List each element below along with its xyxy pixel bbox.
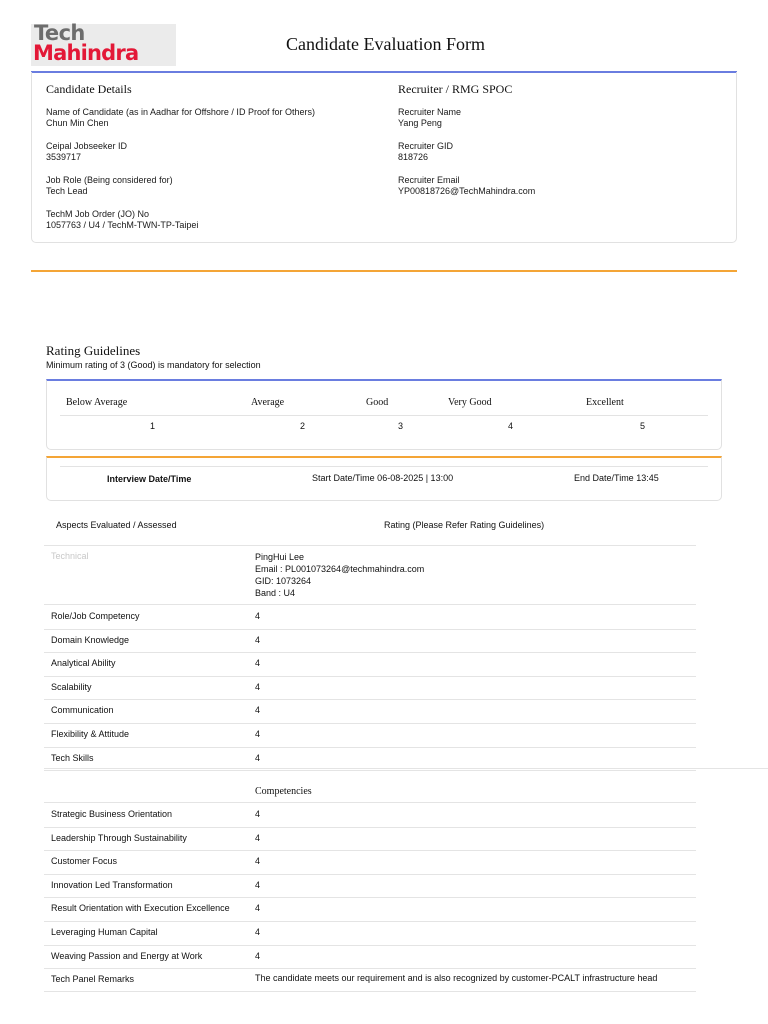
aspect-rating: 4 — [255, 903, 261, 914]
aspect-rating: 4 — [255, 611, 261, 621]
interview-divider — [60, 466, 708, 467]
candidate-name-label: Name of Candidate (as in Aadhar for Offshore / ID Proof for Others) — [46, 107, 315, 117]
row-divider — [44, 991, 696, 992]
ceipal-id-label: Ceipal Jobseeker ID — [46, 141, 128, 151]
aspect-label: Innovation Led Transformation — [51, 879, 173, 890]
aspect-rating: 4 — [255, 752, 261, 763]
aspect-label: Customer Focus — [51, 856, 118, 867]
aspect-rating: 4 — [255, 832, 261, 843]
aspect-rating: 4 — [255, 658, 261, 669]
rating-guidelines-title: Rating Guidelines — [46, 343, 141, 358]
panelist-gid: GID: 1073264 — [255, 576, 312, 586]
form-title: Candidate Evaluation Form — [286, 34, 485, 54]
job-order-label: TechM Job Order (JO) No — [46, 209, 150, 219]
candidate-name-value: Chun Min Chen — [46, 118, 109, 128]
row-divider — [44, 802, 696, 803]
rating-column-header: Rating (Please Refer Rating Guidelines) — [384, 520, 545, 530]
recruiter-gid-label: Recruiter GID — [398, 141, 454, 151]
rating-table-divider — [60, 415, 708, 416]
aspect-rating: 4 — [255, 634, 261, 645]
panelist-details — [255, 551, 424, 599]
row-divider — [44, 747, 696, 748]
aspect-rating: 4 — [255, 879, 261, 890]
aspect-label: Scalability — [51, 681, 92, 692]
job-role-label: Job Role (Being considered for) — [46, 175, 173, 185]
aspect-label: Leveraging Human Capital — [51, 927, 158, 937]
row-divider — [44, 850, 696, 851]
technical-section-label: Technical — [51, 551, 89, 561]
aspect-label: Domain Knowledge — [51, 634, 130, 645]
recruiter-email-label: Recruiter Email — [398, 175, 460, 185]
tech-panel-remarks-label: Tech Panel Remarks — [51, 974, 135, 984]
rating-label-excellent: Excellent — [586, 397, 624, 408]
panelist-email: Email : PL001073264@techmahindra.com — [255, 564, 425, 574]
row-divider — [44, 945, 696, 946]
rating-label-good: Good — [366, 397, 389, 408]
rating-value-average: 2 — [300, 421, 306, 431]
rating-value-good: 3 — [398, 421, 404, 431]
aspect-label: Analytical Ability — [51, 658, 116, 669]
interview-start: Start Date/Time 06-08-2025 | 13:00 — [312, 473, 454, 483]
job-order-value: 1057763 / U4 / TechM-TWN-TP-Taipei — [46, 220, 199, 230]
recruiter-gid-value: 818726 — [398, 152, 429, 162]
rating-label-average: Average — [251, 397, 285, 408]
row-divider — [44, 604, 696, 605]
ceipal-id-value: 3539717 — [46, 152, 82, 162]
aspect-rating: 4 — [255, 950, 261, 961]
aspect-rating: 4 — [255, 705, 261, 716]
logo-line-tech: Tech — [34, 21, 85, 45]
table-header-divider — [44, 545, 696, 546]
row-divider — [44, 652, 696, 653]
recruiter-name-label: Recruiter Name — [398, 107, 462, 117]
aspect-label: Weaving Passion and Energy at Work — [51, 950, 203, 961]
aspect-label: Role/Job Competency — [51, 611, 140, 621]
interview-datetime-label: Interview Date/Time — [107, 474, 192, 484]
rating-value-very-good: 4 — [508, 421, 514, 431]
rating-label-below-average: Below Average — [66, 397, 128, 408]
aspect-label: Result Orientation with Execution Excellence — [51, 903, 230, 914]
job-role-value: Tech Lead — [46, 186, 88, 196]
row-divider — [44, 768, 768, 769]
aspect-rating: 4 — [255, 681, 261, 692]
panelist-band: Band : U4 — [255, 588, 296, 598]
rating-label-very-good: Very Good — [448, 397, 492, 408]
row-divider — [44, 921, 696, 922]
aspect-label: Strategic Business Orientation — [51, 809, 173, 819]
rating-value-excellent: 5 — [640, 421, 646, 431]
tech-mahindra-logo — [31, 21, 176, 66]
competencies-heading: Competencies — [255, 786, 312, 797]
row-divider — [44, 968, 696, 969]
recruiter-name-value: Yang Peng — [398, 118, 442, 128]
aspects-column-header: Aspects Evaluated / Assessed — [56, 520, 177, 530]
recruiter-heading: Recruiter / RMG SPOC — [398, 82, 513, 96]
recruiter-email-value: YP00818726@TechMahindra.com — [398, 186, 536, 196]
row-divider — [44, 897, 696, 898]
row-divider — [44, 827, 696, 828]
candidate-details-heading: Candidate Details — [46, 82, 132, 96]
aspect-rating: 4 — [255, 809, 261, 819]
aspect-label: Tech Skills — [51, 752, 94, 763]
interview-end: End Date/Time 13:45 — [574, 473, 659, 483]
logo-line-mahindra: Mahindra — [33, 41, 139, 65]
row-divider — [44, 874, 696, 875]
row-divider — [44, 629, 696, 630]
aspect-label: Leadership Through Sustainability — [51, 832, 187, 843]
aspect-rating: 4 — [255, 729, 261, 739]
row-divider — [44, 676, 696, 677]
panelist-name: PingHui Lee — [255, 552, 305, 562]
rating-guidelines-subtitle: Minimum rating of 3 (Good) is mandatory for selection — [46, 360, 261, 370]
aspect-rating: 4 — [255, 927, 261, 937]
section-divider — [31, 270, 737, 272]
aspect-label: Flexibility & Attitude — [51, 729, 130, 739]
aspect-label: Communication — [51, 705, 114, 716]
row-divider — [44, 770, 696, 771]
tech-panel-remarks-value: The candidate meets our requirement and is also recognized by customer-PCALT infrastructure head — [255, 973, 658, 983]
row-divider — [44, 723, 696, 724]
row-divider — [44, 699, 696, 700]
rating-value-below-average: 1 — [150, 421, 156, 431]
aspect-rating: 4 — [255, 856, 261, 867]
